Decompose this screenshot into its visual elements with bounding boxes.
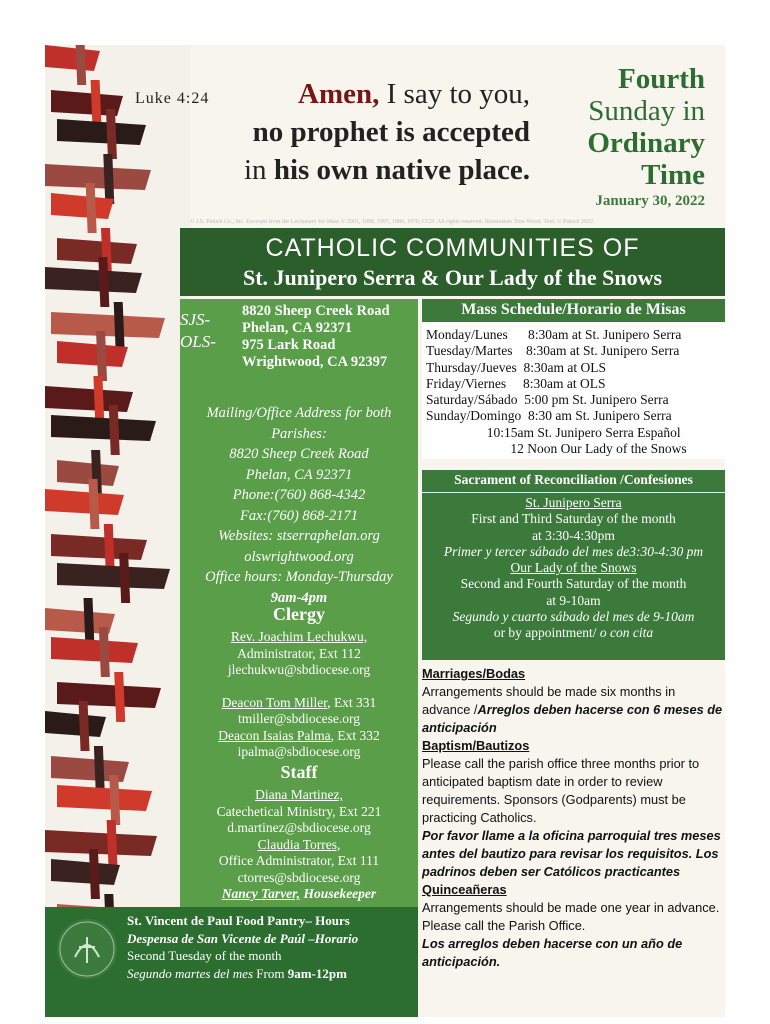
scripture-quote: Amen, I say to you, no prophet is accepted in his own native place.: [244, 78, 530, 186]
email-link[interactable]: d.martinez@sbdiocese.org: [227, 820, 371, 835]
svdp-logo-icon: [57, 919, 117, 979]
banner-subtitle: St. Junipero Serra & Our Lady of the Snows: [242, 265, 663, 290]
office-info: Mailing/Office Address for both Parishes: 8820 Sheep Creek Road Phelan, CA 92371 Phone:(760) 868-4342 Fax:(760) 868-2171 Websites: stserraphelan.org olswrightwood.org Office hours: Monday-Thursday 9am-4pm: [180, 403, 418, 608]
reconciliation-box: [422, 470, 725, 660]
communities-banner: [180, 228, 725, 296]
liturgical-title: Fourth Sunday in Ordinary Time: [587, 63, 705, 191]
email-link[interactable]: ctorres@sbdiocese.org: [237, 869, 361, 885]
contact-column: [180, 299, 418, 910]
sacraments-info: Marriages/Bodas Arrangements should be made six months in advance /Arreglos deben hacerse con 6 meses de anticipación Baptism/Bautizos Please call the parish office three months prior to anticipated baptism date in order to review requirements. Sponsors (Godparents) must be practicing Catholics. Por favor llame a la oficina parroquial tres meses antes del bautizo para revisar los requisitos. Los padrinos deben ser Católicos practicantes Quinceañeras Arrangements should be made one year in advance. Please call the Parish Office. Los arreglos deben hacerse con un año de anticipación.: [422, 665, 725, 971]
mass-heading: Mass Schedule/Horario de Misas: [422, 299, 725, 322]
staff-heading: Staff: [280, 762, 318, 782]
pantry-text: St. Vincent de Paul Food Pantry– Hours Despensa de San Vicente de Paúl –Horario Second Tuesday of the month Segundo martes del mes From 9am-12pm: [127, 913, 359, 981]
reconciliation-times: St. Junipero Serra First and Third Saturday of the month at 3:30-4:30pm Primer y tercer sábado del mes de3:30-4:30 pm Our Lady of the Snows Second and Fourth Saturday of the month at 9-10am Segundo y cuarto sábado del mes de 9-10am or by appointment/ o con cita: [443, 495, 704, 641]
food-pantry-box: [45, 907, 418, 1017]
quinceanera-heading: Quinceañeras: [422, 882, 507, 897]
email-link[interactable]: jlechukwu@sbdiocese.org: [227, 662, 371, 677]
parish-codes: SJS- OLS-: [180, 310, 216, 351]
marriage-heading: Marriages/Bodas: [422, 666, 526, 681]
bulletin-date: January 30, 2022: [595, 193, 705, 209]
mass-schedule: [422, 299, 725, 459]
scripture-reference: Luke 4:24: [135, 90, 210, 107]
staff-list: Diana Martinez, Catechetical Ministry, Ext 221 d.martinez@sbdiocese.org Claudia Torres, Office Administrator, Ext 111 ctorres@sbdiocese.org Nancy Tarver, Housekeeper: [180, 787, 418, 903]
crosses-illustration: [45, 45, 190, 1017]
clergy-heading: Clergy: [273, 604, 325, 624]
baptism-heading: Baptism/Bautizos: [422, 738, 530, 753]
email-link[interactable]: ipalma@sbdiocese.org: [237, 744, 361, 759]
reconciliation-heading: Sacrament of Reconciliation /Confesiones: [422, 470, 725, 493]
copyright-line: © J.S. Paluch Co., Inc. Excerpts from the Lectionary for Mass © 2001, 1998, 1997, 1986, 1970, CCD. All rights reserved. Illustration: Tom Wood. Text: © Paluch 2022: [190, 219, 593, 225]
bulletin-page: [45, 45, 725, 1017]
banner-title: CATHOLIC COMMUNITIES OF: [265, 234, 640, 262]
website-link[interactable]: Websites: stserraphelan.org: [218, 528, 380, 544]
email-link[interactable]: tmiller@sbdiocese.org: [237, 711, 361, 726]
mass-times: Monday/Lunes 8:30am at St. Junipero Serra Tuesday/Martes 8:30am at St. Junipero Serra Thursday/Jueves 8:30am at OLS Friday/Viernes 8:30am at OLS Saturday/Sábado 5:00 pm St. Junipero Serra Sunday/Domingo 8:30 am St. Junipero Serra 10:15am St. Junipero Serra Español 12 Noon Our Lady of the Snows: [426, 327, 687, 457]
parish-addresses: 8820 Sheep Creek Road Phelan, CA 92371 975 Lark Road Wrightwood, CA 92397: [242, 303, 390, 370]
clergy-list: Rev. Joachim Lechukwu, Administrator, Ext 112 jlechukwu@sbdiocese.org Deacon Tom Miller, Ext 331 tmiller@sbdiocese.org Deacon Isaias Palma, Ext 332 ipalma@sbdiocese.org: [180, 629, 418, 761]
website-link[interactable]: olswrightwood.org: [244, 548, 354, 565]
